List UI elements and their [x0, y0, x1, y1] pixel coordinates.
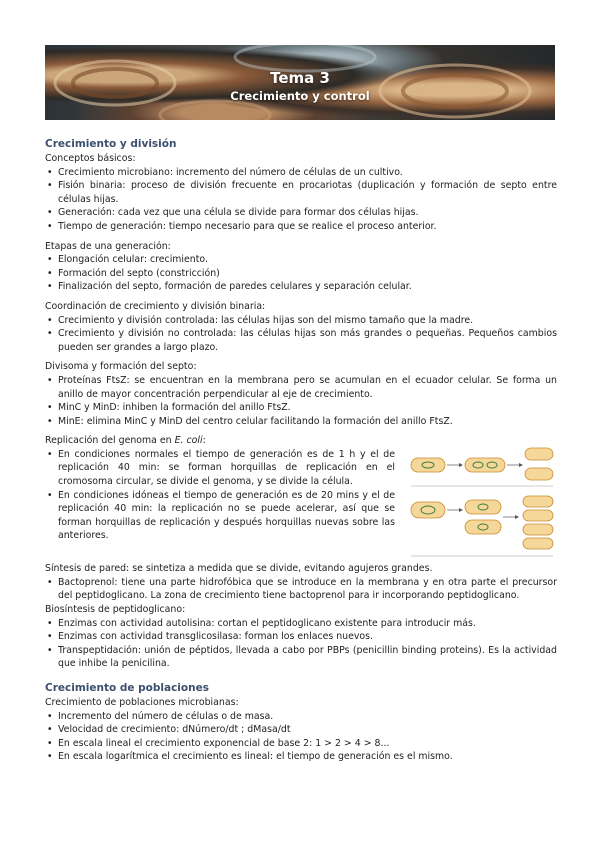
page-title: Tema 3 — [270, 69, 330, 87]
basic-concepts-list — [45, 166, 557, 234]
wall-list — [45, 576, 557, 603]
list-item: • Formación del septo (constricción) — [45, 267, 557, 281]
paragraph-label: Crecimiento de poblaciones microbianas: — [45, 697, 239, 709]
list-item: • MinE: elimina MinC y MinD del centro celular facilitando la formación del anillo FtsZ. — [45, 415, 557, 429]
fast-growth-diagram — [411, 496, 553, 556]
list-item: • Velocidad de crecimiento: dNúmero/dt ; dMasa/dt — [45, 723, 557, 737]
paragraph-label: Conceptos básicos: — [45, 153, 136, 164]
list-item: • Finalización del septo, formación de paredes celulares y separación celular. — [45, 280, 557, 294]
list-item: • Crecimiento y división controlada: las células hijas son del mismo tamaño que la madre. — [45, 314, 557, 328]
paragraph-label: Coordinación de crecimiento y división binaria: — [45, 300, 266, 312]
list-item: • Enzimas con actividad transglicosilasa: forman los enlaces nuevos. — [45, 630, 557, 644]
list-item: • Transpeptidación: unión de péptidos, llevada a cabo por PBPs (penicillin binding proteins). Es la actividad que inhibe la penicilina. — [45, 644, 557, 671]
species-name: E. coli — [174, 435, 203, 447]
paragraph-label: Replicación del genoma en E. coli: — [45, 435, 206, 447]
section-heading: Crecimiento y división — [45, 138, 177, 150]
stages-list — [45, 253, 557, 294]
list-item: • Tiempo de generación: tiempo necesario para que se realice el proceso anterior. — [45, 220, 557, 234]
list-item: • Generación: cada vez que una célula se divide para formar dos células hijas. — [45, 206, 557, 220]
page-subtitle: Crecimiento y control — [230, 89, 370, 103]
list-item: • En escala logarítmica el crecimiento es lineal: el tiempo de generación es el mismo. — [45, 750, 557, 764]
paragraph-label: Síntesis de pared: se sintetiza a medida que se divide, evitando agujeros grandes. — [45, 563, 433, 575]
list-item: • Enzimas con actividad autolisina: cortan el peptidoglicano existente para introducir más. — [45, 617, 557, 631]
coordination-list — [45, 314, 557, 355]
list-item: • Proteínas FtsZ: se encuentran en la membrana pero se acumulan en el ecuador celular. Se forma un anillo de mayor concentración perpendicular al eje de crecimiento. — [45, 374, 557, 401]
list-item: • Elongación celular: crecimiento. — [45, 253, 557, 267]
paragraph-label: Biosíntesis de peptidoglicano: — [45, 604, 186, 616]
divisome-list — [45, 374, 557, 428]
list-item: • En condiciones idóneas el tiempo de generación es de 20 mins y el de replicación 40 min: la replicación no se puede acelerar, así que se forman horquillas de replicación y después horquillas nuevas sobre las anteriores. — [45, 489, 395, 543]
normal-growth-diagram — [411, 448, 553, 486]
document-body — [45, 137, 557, 770]
replication-block — [45, 434, 557, 562]
list-item: • Incremento del número de células o de masa. — [45, 710, 557, 724]
replication-figure — [407, 440, 557, 562]
header-banner — [45, 45, 555, 120]
replication-list — [45, 448, 395, 543]
paragraph-label: Etapas de una generación: — [45, 240, 171, 252]
list-item: • En escala lineal el crecimiento exponencial de base 2: 1 > 2 > 4 > 8... — [45, 737, 557, 751]
section-heading: Crecimiento de poblaciones — [45, 682, 209, 695]
peptidoglycan-list — [45, 617, 557, 671]
population-list — [45, 710, 557, 764]
list-item: • Fisión binaria: proceso de división frecuente en procariotas (duplicación y formación de septo entre células hijas. — [45, 179, 557, 206]
paragraph-label: Divisoma y formación del septo: — [45, 361, 197, 373]
list-item: • Bactoprenol: tiene una parte hidrofóbica que se introduce en la membrana y en otra parte el precursor del peptidoglicano. La zona de crecimiento tiene bactoprenol para ir incorporando peptidoglicano. — [45, 576, 557, 603]
list-item: • En condiciones normales el tiempo de generación es de 1 h y el de replicación 40 min: se forman horquillas de replicación en el cromosoma circular, se divide el genoma, y se divide la célula. — [45, 448, 395, 489]
list-item: • Crecimiento microbiano: incremento del número de células de un cultivo. — [45, 166, 557, 180]
list-item: • Crecimiento y división no controlada: las células hijas son más grandes o pequeñas. Pequeños cambios pueden ser grandes a largo plazo. — [45, 327, 557, 354]
list-item: • MinC y MinD: inhiben la formación del anillo FtsZ. — [45, 401, 557, 415]
